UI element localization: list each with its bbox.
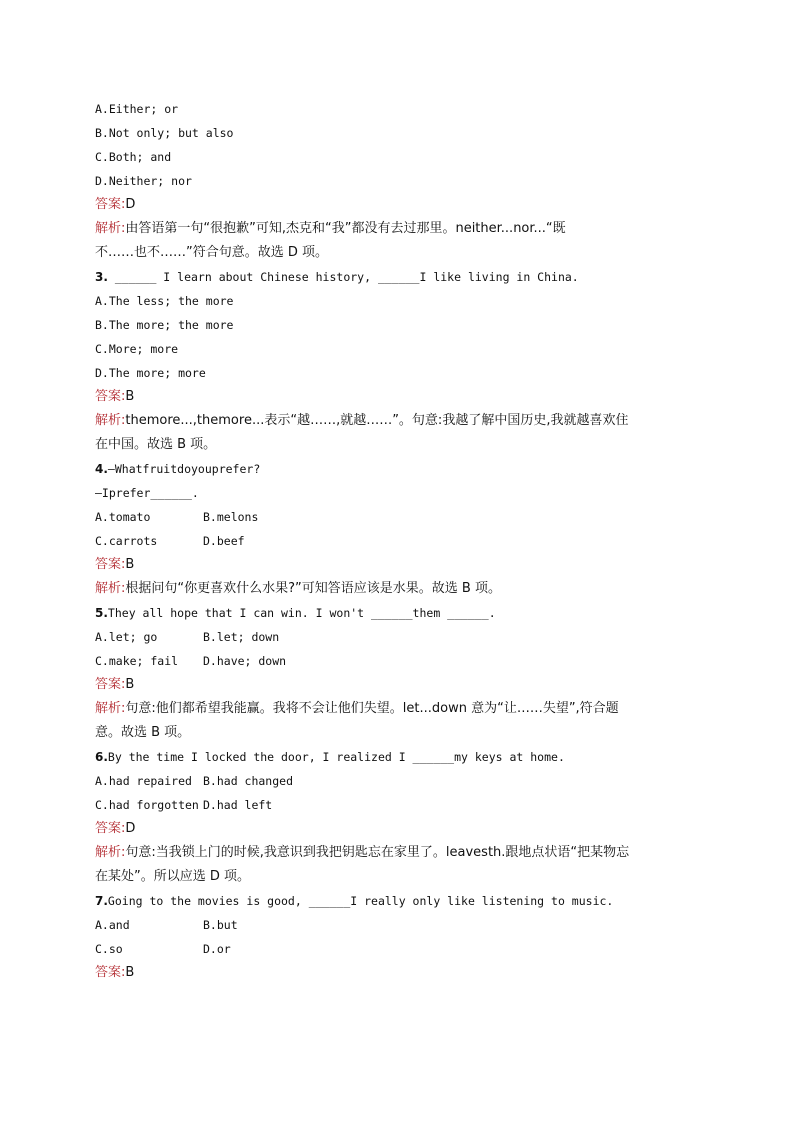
q5-option-c: C.make; fail: [95, 654, 179, 668]
q4-options-row2: [95, 529, 705, 553]
analysis-label: 解析:: [95, 581, 126, 596]
q7-option-b: B.but: [203, 918, 238, 932]
question-number: 4.: [95, 462, 108, 476]
q7-option-d: D.or: [203, 942, 231, 956]
q6-option-b: B.had changed: [203, 774, 294, 788]
q5-analysis-line2: 意。故选 B 项。: [95, 725, 191, 740]
q6-option-c: C.had forgotten: [95, 798, 199, 812]
q7-option-c: C.so: [95, 942, 123, 956]
q2-option-a: A.Either; or: [95, 102, 179, 116]
analysis-label: 解析:: [95, 845, 126, 860]
q4-answer: 答案:B: [95, 557, 135, 572]
q5-analysis-line1: 解析:句意:他们都希望我能赢。我将不会让他们失望。let...down 意为“让……失望”,符合题: [95, 701, 619, 716]
answer-label: 答案:: [95, 965, 126, 980]
q5-stem: 5.They all hope that I can win. I won't ______them ______.: [95, 606, 496, 620]
q4-stem-line1: 4.—Whatfruitdoyouprefer?: [95, 462, 261, 476]
q4-options-row1: [95, 505, 705, 529]
answer-label: 答案:: [95, 557, 126, 572]
answer-label: 答案:: [95, 677, 126, 692]
q2-option-b: B.Not only; but also: [95, 126, 234, 140]
q5-answer: 答案:B: [95, 677, 135, 692]
q2-option-c: C.Both; and: [95, 150, 172, 164]
q5-options-row2: [95, 649, 705, 673]
q6-options-row2: [95, 793, 705, 817]
q5-options-row1: [95, 625, 705, 649]
answer-label: 答案:: [95, 389, 126, 404]
q3-option-d: D.The more; more: [95, 366, 206, 380]
q5-option-a: A.let; go: [95, 630, 158, 644]
q4-stem-line2: —Iprefer______.: [95, 486, 199, 500]
q6-option-a: A.had repaired: [95, 774, 192, 788]
q6-analysis-line1: 解析:句意:当我锁上门的时候,我意识到我把钥匙忘在家里了。leavesth.跟地点状语“把某物忘: [95, 845, 630, 860]
q6-answer: 答案:D: [95, 821, 136, 836]
question-number: 7.: [95, 894, 108, 908]
analysis-label: 解析:: [95, 413, 126, 428]
q2-answer: 答案:D: [95, 197, 136, 212]
q3-option-a: A.The less; the more: [95, 294, 234, 308]
q4-option-c: C.carrots: [95, 534, 158, 548]
q7-stem: 7.Going to the movies is good, ______I really only like listening to music.: [95, 894, 614, 908]
question-number: 5.: [95, 606, 108, 620]
q6-analysis-line2: 在某处”。所以应选 D 项。: [95, 869, 251, 884]
q3-analysis-line1: 解析:themore...,themore...表示“越……,就越……”。句意:我越了解中国历史,我就越喜欢住: [95, 413, 629, 428]
analysis-label: 解析:: [95, 701, 126, 716]
document-page: [95, 97, 705, 985]
q5-option-b: B.let; down: [203, 630, 280, 644]
q7-option-a: A.and: [95, 918, 130, 932]
q5-option-d: D.have; down: [203, 654, 287, 668]
q3-answer: 答案:B: [95, 389, 135, 404]
answer-label: 答案:: [95, 821, 126, 836]
q3-stem: 3. ______ I learn about Chinese history, ______I like living in China.: [95, 270, 579, 284]
q4-analysis-line1: 解析:根据问句“你更喜欢什么水果?”可知答语应该是水果。故选 B 项。: [95, 581, 501, 596]
analysis-label: 解析:: [95, 221, 126, 236]
q7-answer: 答案:B: [95, 965, 135, 980]
question-number: 3.: [95, 270, 108, 284]
q3-option-b: B.The more; the more: [95, 318, 234, 332]
q7-options-row1: [95, 913, 705, 937]
q3-analysis-line2: 在中国。故选 B 项。: [95, 437, 217, 452]
q6-option-d: D.had left: [203, 798, 273, 812]
q6-options-row1: [95, 769, 705, 793]
question-number: 6.: [95, 750, 108, 764]
q6-stem: 6.By the time I locked the door, I realized I ______my keys at home.: [95, 750, 565, 764]
q4-option-d: D.beef: [203, 534, 245, 548]
q4-option-b: B.melons: [203, 510, 259, 524]
q2-analysis-line2: 不……也不……”符合句意。故选 D 项。: [95, 245, 329, 260]
q2-option-d: D.Neither; nor: [95, 174, 192, 188]
q3-option-c: C.More; more: [95, 342, 179, 356]
q2-analysis-line1: 解析:由答语第一句“很抱歉”可知,杰克和“我”都没有去过那里。neither...nor...“既: [95, 221, 566, 236]
answer-label: 答案:: [95, 197, 126, 212]
q4-option-a: A.tomato: [95, 510, 151, 524]
q7-options-row2: [95, 937, 705, 961]
